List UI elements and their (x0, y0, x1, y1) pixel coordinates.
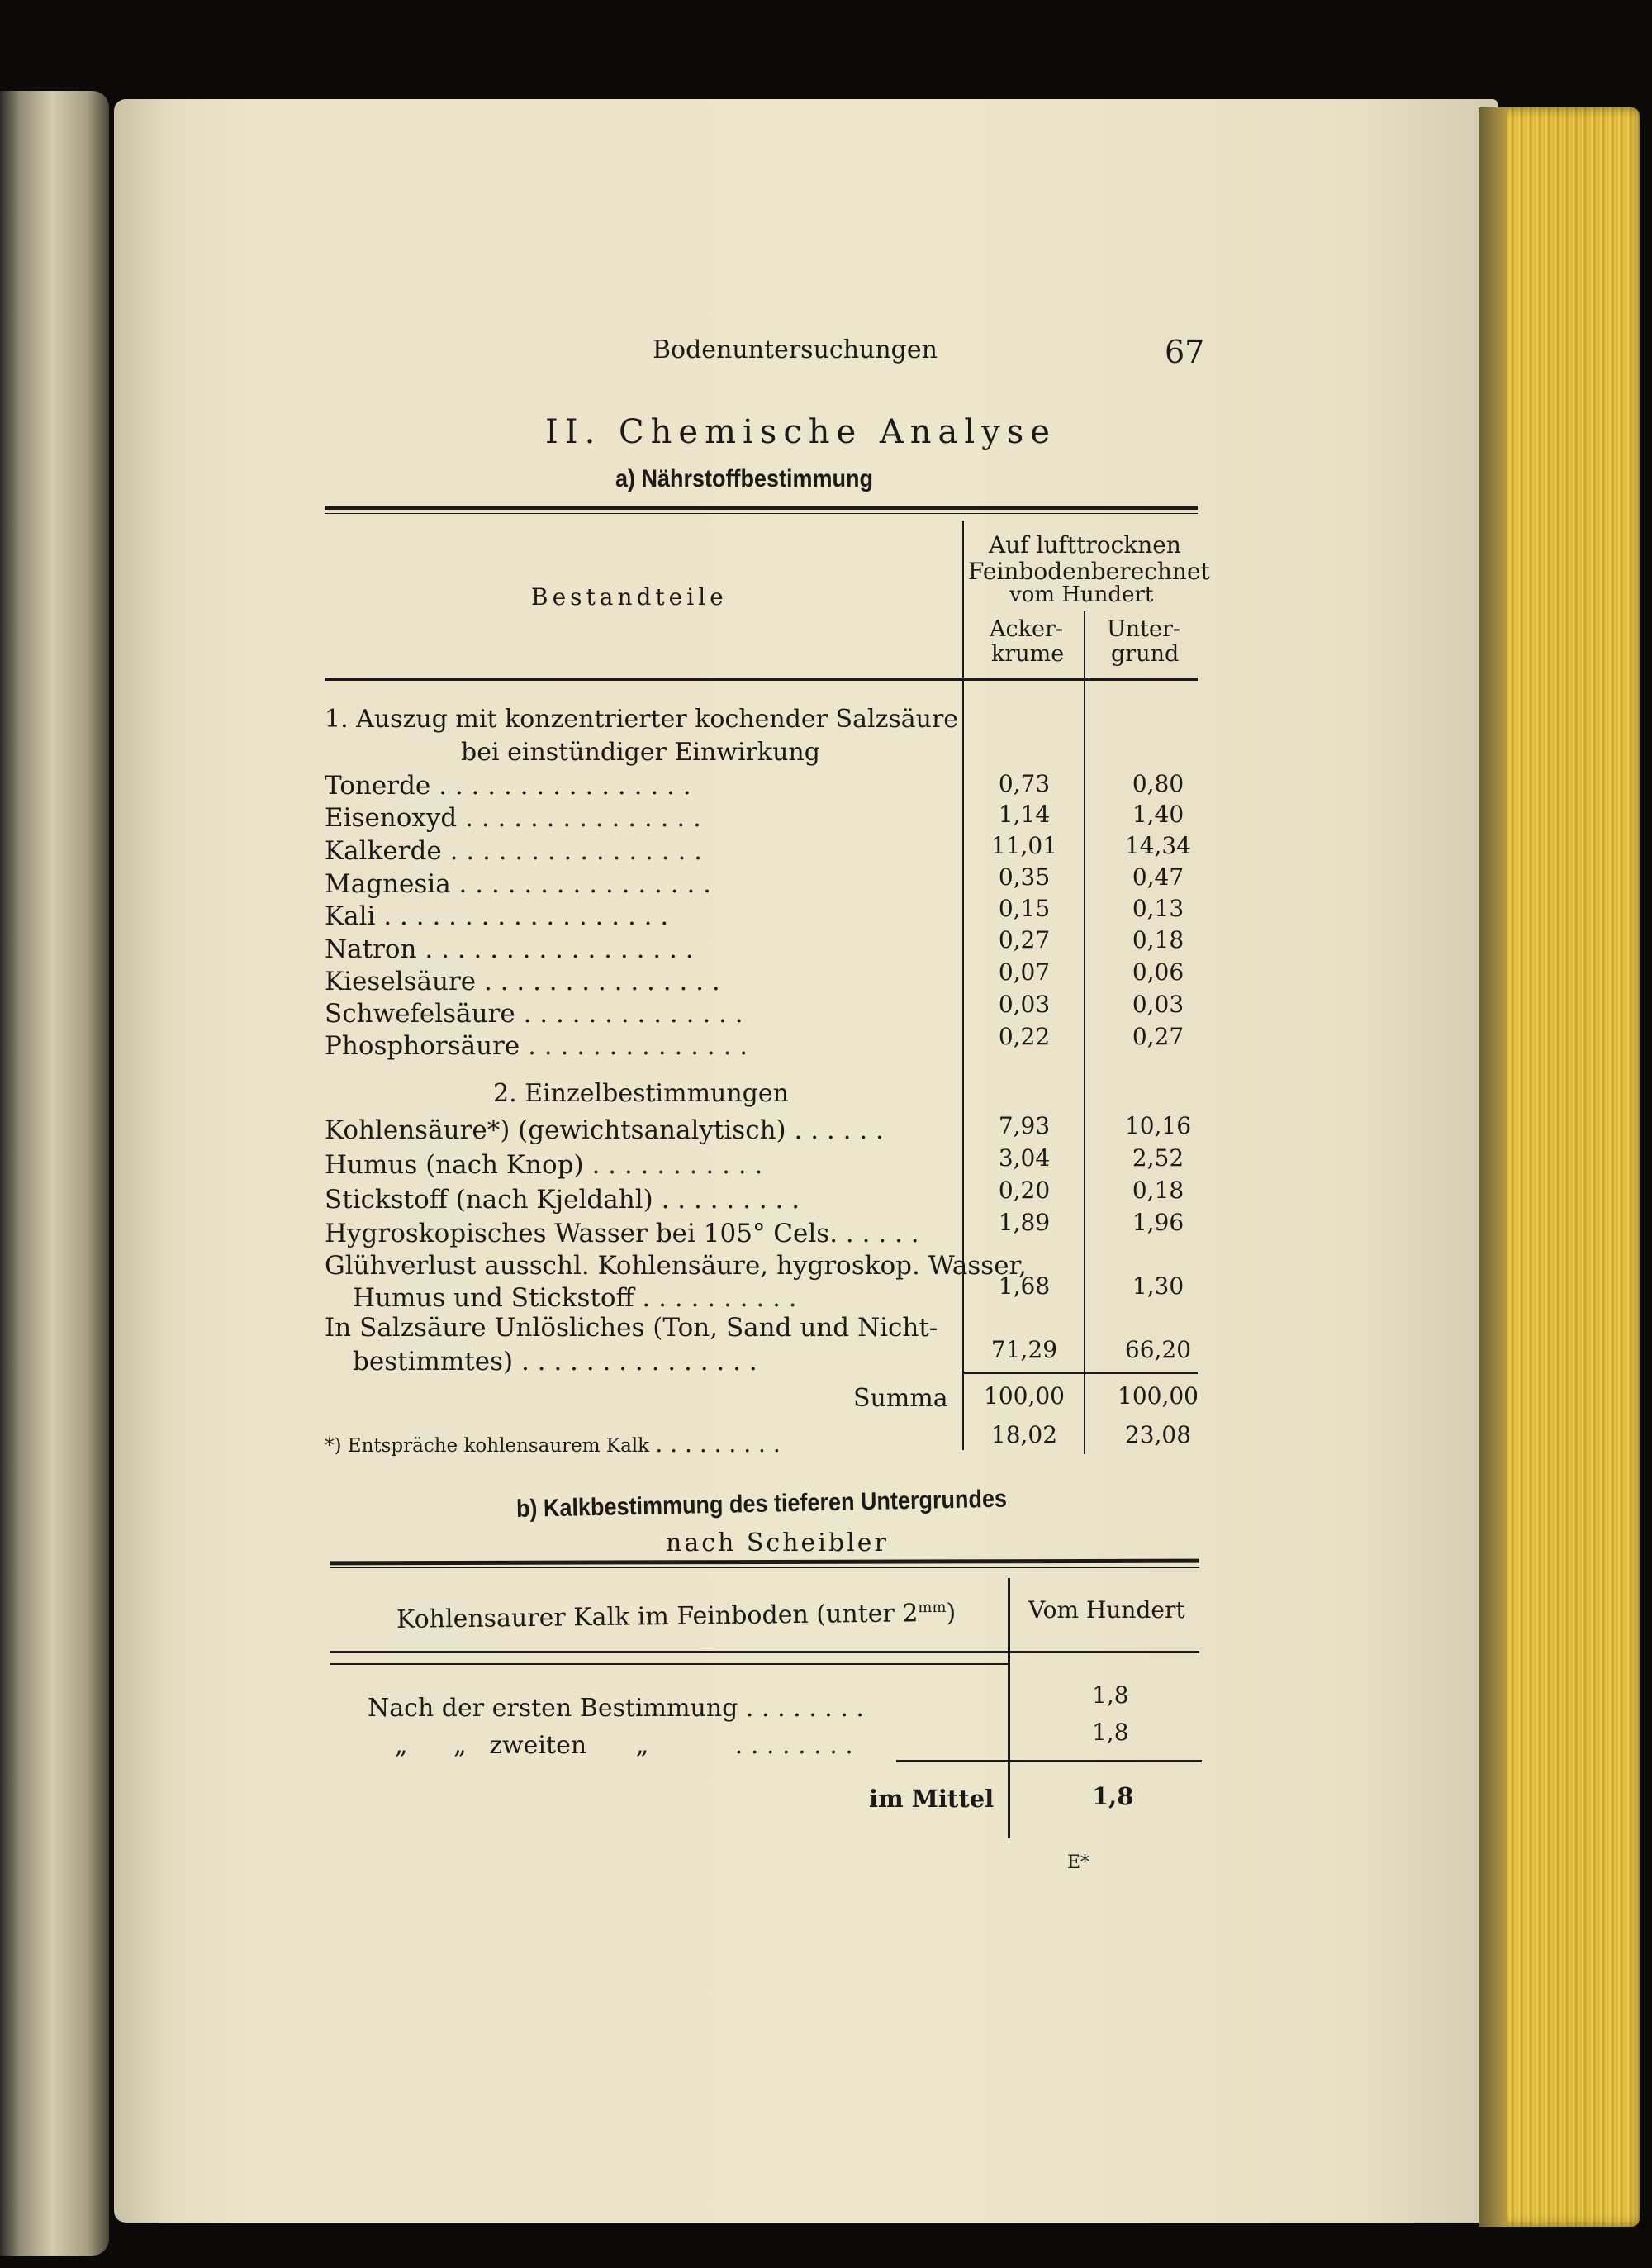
dot-leader: . . . . . . . . (745, 1694, 864, 1723)
value-untergrund: 0,03 (1132, 991, 1184, 1018)
signature-mark: E* (1067, 1852, 1090, 1873)
mittel-value: 1,8 (1092, 1782, 1134, 1810)
table-row (325, 1031, 748, 1061)
value-ackerkrume: 0,20 (998, 1177, 1051, 1204)
dot-leader: . . . . . . . . . . . . . . (523, 999, 743, 1029)
table-top-rule-thin (325, 513, 1198, 514)
table-row-unloesliches-2 (353, 1347, 757, 1376)
table-row (325, 999, 743, 1029)
value-ackerkrume: 7,93 (998, 1112, 1051, 1139)
value-untergrund: 66,20 (1124, 1336, 1192, 1363)
table-row-unloesliches-1: In Salzsäure Unlösliches (Ton, Sand und Nicht- (325, 1313, 938, 1343)
row-label: Humus und Stickstoff (353, 1283, 634, 1313)
value-ackerkrume: 1,89 (998, 1209, 1051, 1236)
value-untergrund: 2,52 (1132, 1144, 1184, 1172)
value-untergrund: 0,06 (1132, 958, 1184, 986)
value-ackerkrume: 71,29 (990, 1336, 1058, 1363)
value-ackerkrume: 3,04 (998, 1144, 1051, 1172)
value-ackerkrume: 11,01 (990, 832, 1058, 859)
row-label: Stickstoff (nach Kjeldahl) (325, 1185, 653, 1215)
dot-leader: . . . . . . . . . . . (591, 1150, 763, 1180)
value-untergrund: 14,34 (1124, 832, 1192, 859)
ditto-mark: „ (635, 1731, 649, 1760)
value-untergrund: 0,18 (1132, 1177, 1184, 1204)
footnote-untergrund: 23,08 (1124, 1421, 1192, 1448)
value-ackerkrume: 0,03 (998, 991, 1051, 1018)
col-sub-untergrund-1: Unter- (1107, 616, 1181, 642)
row-label: bestimmtes) (353, 1347, 514, 1376)
row-label: Kieselsäure (325, 967, 477, 996)
table-row-gluehverlust-2 (353, 1283, 797, 1313)
page-number: 67 (1165, 334, 1205, 370)
row-label: Kohlensäure*) (gewichtsanalytisch) (325, 1115, 786, 1145)
value-ackerkrume: 0,73 (998, 770, 1051, 797)
table-b-col-right: Vom Hundert (1028, 1596, 1185, 1624)
footnote-ackerkrume: 18,02 (990, 1421, 1058, 1448)
col-left-close: ) (946, 1598, 957, 1628)
ditto-mark: „ (453, 1731, 467, 1760)
dot-leader: . . . . . (845, 1219, 919, 1248)
col-sub-untergrund-2: grund (1111, 641, 1180, 667)
value-ackerkrume: 0,15 (998, 895, 1051, 922)
summa-untergrund: 100,00 (1118, 1382, 1199, 1410)
header-rule (325, 678, 1198, 681)
dot-leader: . . . . . . . . . . . . . . (528, 1031, 748, 1061)
ditto-mark: „ (395, 1731, 408, 1760)
row-label: Nach der ersten Bestimmung (368, 1694, 738, 1723)
value-untergrund: 1,96 (1132, 1209, 1184, 1236)
part-a-title: a) Nährstoffbestimmung (615, 465, 874, 492)
dot-leader: . . . . . . . . (734, 1731, 853, 1760)
group1-heading-line2: bei einstündiger Einwirkung (461, 738, 820, 767)
dot-leader: . . . . . . . . . . . . . . . . (458, 869, 712, 899)
col-group-line-1: Auf lufttrocknen (989, 531, 1181, 559)
part-b-title: b) Kalkbestimmung des tieferen Untergrundes (515, 1485, 1008, 1523)
table-row (325, 1150, 762, 1180)
table-row (325, 934, 694, 964)
col-left-unit: mm (918, 1598, 947, 1617)
value-untergrund: 0,27 (1132, 1023, 1184, 1050)
value-untergrund: 0,13 (1132, 895, 1184, 922)
dot-leader: . . . . . . . . . . (642, 1283, 797, 1313)
table-b-header-rule (330, 1651, 1199, 1653)
table-b-divider (1008, 1578, 1010, 1838)
row-label: Humus (nach Knop) (325, 1150, 584, 1180)
table-row (325, 1185, 800, 1215)
dot-leader: . . . . . . . . . . . . . . . . (439, 771, 691, 801)
value-untergrund: 1,40 (1132, 801, 1184, 828)
col-sub-ackerkrume-2: krume (991, 641, 1065, 667)
dot-leader: . . . . . . . . . . . . . . . . . (425, 934, 694, 964)
table-row (325, 836, 702, 866)
table-b-value-1: 1,8 (1092, 1681, 1129, 1709)
dot-leader: . . . . . . . . . (661, 1185, 800, 1215)
table-row-gluehverlust-1: Glühverlust ausschl. Kohlensäure, hygroskop. Wasser, (325, 1251, 1027, 1281)
table-col-divider (962, 521, 964, 1450)
table-b-row-1 (368, 1694, 864, 1723)
table-row (325, 869, 711, 899)
row-label: Tonerde (325, 771, 431, 801)
col-left-text: Kohlensaurer Kalk im Feinboden (unter 2 (396, 1599, 919, 1634)
footnote (325, 1430, 781, 1457)
value-ackerkrume: 0,07 (998, 958, 1051, 986)
dot-leader: . . . . . . (794, 1115, 884, 1145)
value-untergrund: 0,18 (1132, 926, 1184, 953)
row-label: Hygroskopisches Wasser bei 105° Cels. (325, 1219, 838, 1248)
value-ackerkrume: 1,14 (998, 801, 1051, 828)
table-row (325, 803, 701, 833)
left-page-edge (0, 91, 109, 2256)
col-sub-ackerkrume-1: Acker- (990, 616, 1063, 642)
table-b-value-2: 1,8 (1092, 1719, 1129, 1746)
summa-rule (962, 1372, 1198, 1374)
table-b-top-rule-thin (330, 1567, 1199, 1568)
value-ackerkrume: 1,68 (998, 1272, 1051, 1300)
row-label: Kalkerde (325, 836, 442, 866)
dot-leader: . . . . . . . . . . . . . . . . (449, 836, 703, 866)
row-label: Eisenoxyd (325, 803, 458, 833)
part-b-subtitle: nach Scheibler (666, 1529, 889, 1557)
dot-leader: . . . . . . . . . (655, 1430, 781, 1457)
dot-leader: . . . . . . . . . . . . . . . (483, 967, 720, 996)
group2-heading: 2. Einzelbestimmungen (493, 1079, 789, 1108)
summa-label: Summa (853, 1384, 948, 1413)
dot-leader: . . . . . . . . . . . . . . . (465, 803, 701, 833)
row-label: zweiten (489, 1731, 587, 1760)
table-row (325, 771, 691, 801)
summa-ackerkrume: 100,00 (984, 1382, 1065, 1410)
table-b-row-2 (395, 1731, 853, 1760)
section-title: II. Chemische Analyse (545, 413, 1056, 451)
table-b-mittel-rule (896, 1760, 1202, 1762)
value-ackerkrume: 0,27 (998, 926, 1051, 953)
table-sub-divider (1084, 611, 1085, 1454)
value-ackerkrume: 0,22 (998, 1023, 1051, 1050)
value-ackerkrume: 0,35 (998, 863, 1051, 891)
table-b-header-rule-2 (330, 1663, 1008, 1665)
table-row (325, 1219, 919, 1248)
value-untergrund: 10,16 (1124, 1112, 1192, 1139)
col-group-line-2: Feinbodenberechnet (968, 558, 1210, 585)
value-untergrund: 0,47 (1132, 863, 1184, 891)
dot-leader: . . . . . . . . . . . . . . . (520, 1347, 757, 1376)
row-label: Phosphorsäure (325, 1031, 520, 1061)
table-row (325, 901, 668, 931)
group1-heading-line1: 1. Auszug mit konzentrierter kochender Salzsäure (325, 705, 959, 734)
row-label: Kali (325, 901, 376, 931)
row-label: Natron (325, 934, 417, 964)
running-title: Bodenuntersuchungen (653, 335, 938, 364)
value-untergrund: 0,80 (1132, 770, 1184, 797)
table-row (325, 967, 720, 996)
dot-leader: . . . . . . . . . . . . . . . . . . (383, 901, 669, 931)
col-group-line-3: vom Hundert (1009, 582, 1154, 607)
page-block-edge (1479, 107, 1640, 2227)
footnote-label: *) Entspräche kohlensaurem Kalk (325, 1435, 650, 1457)
table-top-rule (325, 506, 1198, 510)
value-untergrund: 1,30 (1132, 1272, 1184, 1300)
table-row (325, 1115, 884, 1145)
col-header-bestandteile: Bestandteile (531, 583, 728, 611)
mittel-label: im Mittel (869, 1785, 995, 1813)
row-label: Magnesia (325, 869, 451, 899)
row-label: Schwefelsäure (325, 999, 515, 1029)
